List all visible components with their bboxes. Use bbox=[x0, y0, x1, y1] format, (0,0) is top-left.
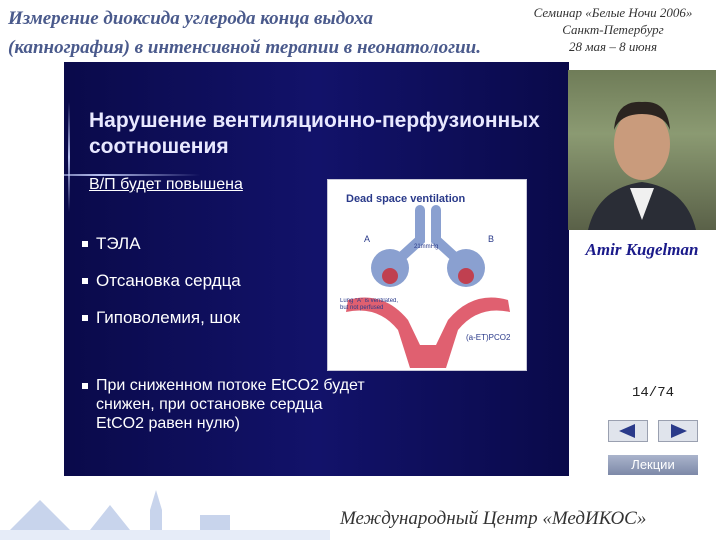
label-b: B bbox=[488, 234, 495, 244]
seminar-info bbox=[515, 4, 711, 55]
bullet-item: Отсановка сердца bbox=[80, 271, 330, 291]
arrow-left-icon bbox=[609, 421, 647, 441]
slide-subheading: В/П будет повышена bbox=[89, 176, 243, 193]
next-slide-button[interactable] bbox=[658, 420, 698, 442]
slide-heading: Нарушение вентиляционно-перфузионных соотношения bbox=[89, 109, 540, 158]
footer-text: Международный Центр «МедИКОС» bbox=[340, 508, 647, 529]
arrow-right-icon bbox=[659, 421, 697, 441]
alveolus-b bbox=[458, 268, 474, 284]
decorative-line bbox=[68, 102, 70, 212]
diagram-note-box bbox=[340, 298, 402, 338]
author-name: Amir Kugelman bbox=[585, 240, 699, 259]
page-counter: 14/74 bbox=[631, 385, 674, 401]
bullet-item: Гиповолемия, шок bbox=[80, 308, 330, 328]
prev-slide-button[interactable] bbox=[608, 420, 648, 442]
author-photo bbox=[568, 70, 716, 230]
diagram-note: Lung “A” is ventilated, but not perfused bbox=[340, 298, 399, 311]
label-a: A bbox=[364, 234, 371, 244]
dead-space-diagram bbox=[327, 179, 527, 371]
diagram-title: Dead space ventilation bbox=[346, 193, 466, 205]
diagram-graphic bbox=[328, 180, 528, 372]
bullet-item-long: При сниженном потоке EtCO2 будет снижен, при остановке сердца EtCO2 равен нулю) bbox=[80, 376, 370, 433]
center-value: 21mmHg bbox=[414, 244, 439, 250]
slide-panel bbox=[64, 62, 569, 476]
title-line-2: (капнография) в интенсивной терапии в неонатологии. bbox=[8, 37, 481, 58]
airway bbox=[398, 210, 458, 260]
seminar-dates: 28 мая – 8 июня bbox=[569, 39, 657, 54]
portrait-graphic bbox=[568, 70, 716, 230]
lectures-button[interactable]: Лекции bbox=[608, 455, 698, 475]
seminar-city: Санкт-Петербург bbox=[562, 22, 664, 37]
presentation-title bbox=[8, 4, 508, 62]
alveolus-a bbox=[382, 268, 398, 284]
bullet-list bbox=[80, 234, 330, 345]
title-line-1: Измерение диоксида углерода конца выдоха bbox=[8, 8, 374, 29]
city-skyline-decoration bbox=[0, 470, 330, 540]
seminar-name: Семинар «Белые Ночи 2006» bbox=[533, 5, 693, 20]
bullet-item: ТЭЛА bbox=[80, 234, 330, 254]
diagram-formula: (a-ET)PCO2 bbox=[466, 333, 511, 342]
